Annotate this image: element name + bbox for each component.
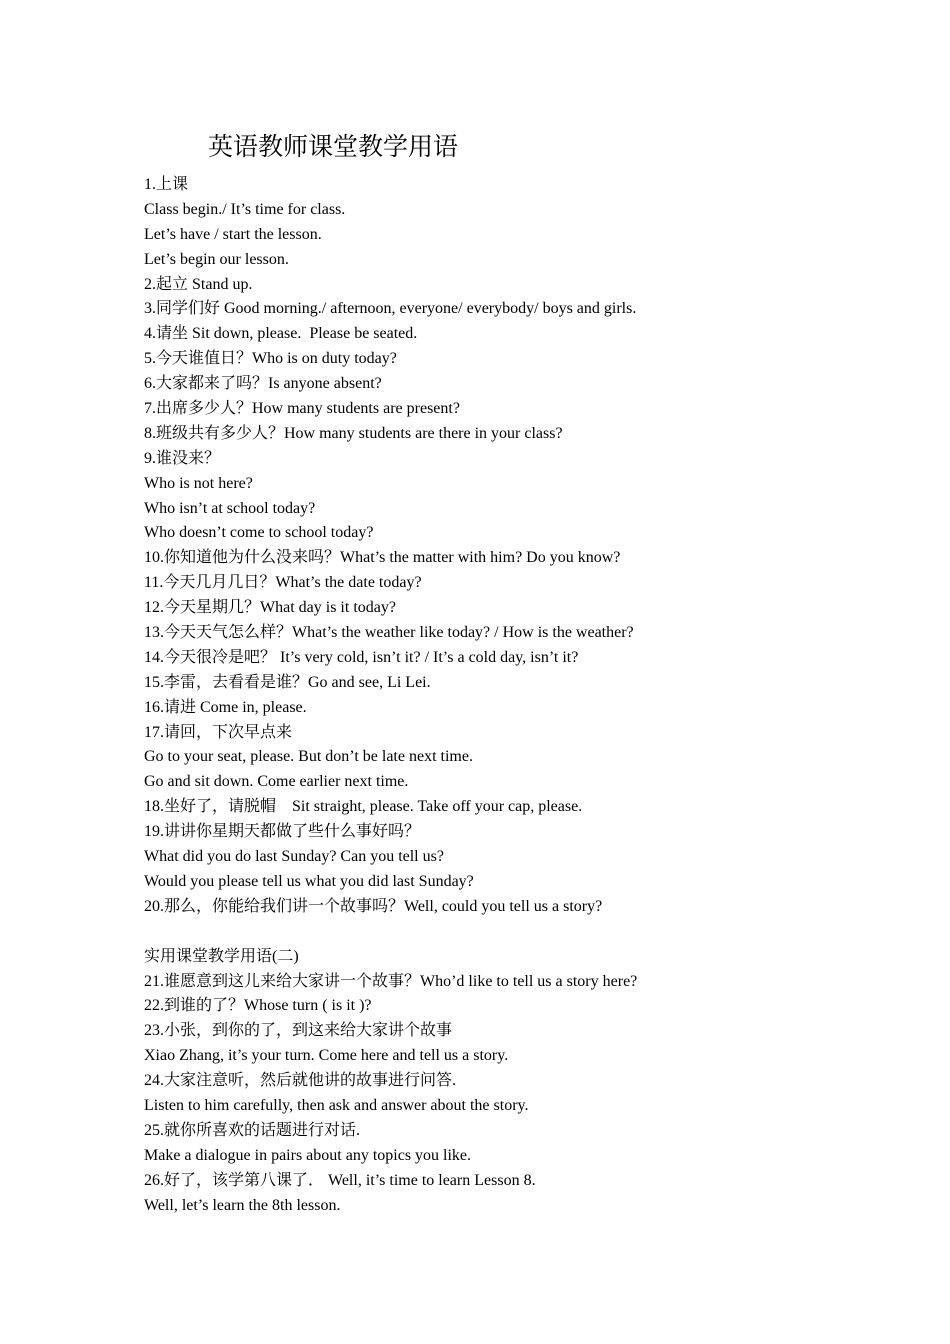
text-line: Who is not here? <box>144 474 253 492</box>
text-line: 6.大家都来了吗？Is anyone absent? <box>144 375 382 393</box>
text-line: 1.上课 <box>144 176 189 193</box>
text-line: Class begin./ It’s time for class. <box>144 200 346 218</box>
text-line: Would you please tell us what you did last Sunday? <box>144 872 474 890</box>
text-line: 2.起立 Stand up. <box>144 275 253 293</box>
text-line: 实用课堂教学用语(二) <box>144 947 299 965</box>
text-line: 9.谁没来？ <box>144 449 221 467</box>
text-line: Make a dialogue in pairs about any topics you like. <box>144 1146 472 1164</box>
text-line: 26.好了，该学第八课了． Well, it’s time to learn Lesson 8. <box>144 1171 536 1189</box>
text-line: Go to your seat, please. But don’t be late next time. <box>144 748 473 766</box>
text-line: 24.大家注意听，然后就他讲的故事进行问答. <box>144 1072 457 1090</box>
text-line: Well, let’s learn the 8th lesson. <box>144 1196 341 1214</box>
text-line: 16.请进 Come in, please. <box>144 698 307 716</box>
text-line: 22.到谁的了？Whose turn ( is it )? <box>144 997 372 1015</box>
text-line: Xiao Zhang, it’s your turn. Come here and tell us a story. <box>144 1047 509 1065</box>
text-line: Listen to him carefully, then ask and answer about the story. <box>144 1096 529 1114</box>
text-line: Let’s begin our lesson. <box>144 250 289 268</box>
text-line: 21.谁愿意到这儿来给大家讲一个故事？Who’d like to tell us a story here? <box>144 972 638 990</box>
text-line: 17.请回，下次早点来 <box>144 723 293 741</box>
text-line: 3.同学们好 Good morning./ afternoon, everyone/ everybody/ boys and girls. <box>144 300 637 318</box>
text-line: 7.出席多少人？How many students are present? <box>144 400 460 418</box>
text-line: Let’s have / start the lesson. <box>144 225 322 243</box>
document-body <box>144 173 904 1218</box>
text-line: 25.就你所喜欢的话题进行对话. <box>144 1121 361 1139</box>
text-line: Who doesn’t come to school today? <box>144 524 374 542</box>
text-line: 19.讲讲你星期天都做了些什么事好吗？ <box>144 823 421 841</box>
text-line: 5.今天谁值日？Who is on duty today? <box>144 350 397 368</box>
text-line: 20.那么，你能给我们讲一个故事吗？Well, could you tell us a story? <box>144 897 603 915</box>
text-line: What did you do last Sunday? Can you tell us? <box>144 848 444 866</box>
text-line: Who isn’t at school today? <box>144 499 316 517</box>
text-line: 18.坐好了，请脱帽 Sit straight, please. Take off your cap, please. <box>144 798 583 816</box>
document-title: 英语教师课堂教学用语 <box>208 134 459 161</box>
text-line: 12.今天星期几？What day is it today? <box>144 599 396 617</box>
text-line: 23.小张，到你的了，到这来给大家讲个故事 <box>144 1022 453 1040</box>
text-line: 15.李雷，去看看是谁？Go and see, Li Lei. <box>144 673 431 691</box>
text-line: 14.今天很冷是吧？ It’s very cold, isn’t it? / It’s a cold day, isn’t it? <box>144 648 579 666</box>
text-line: 11.今天几月几日？What’s the date today? <box>144 574 422 592</box>
text-line: 4.请坐 Sit down, please. Please be seated. <box>144 325 418 343</box>
text-line: 13.今天天气怎么样？What’s the weather like today? / How is the weather? <box>144 624 634 642</box>
text-line: Go and sit down. Come earlier next time. <box>144 773 409 791</box>
text-line: 10.你知道他为什么没来吗？What’s the matter with him? Do you know? <box>144 549 621 567</box>
text-line: 8.班级共有多少人？How many students are there in your class? <box>144 424 563 442</box>
blank-line <box>144 920 904 945</box>
